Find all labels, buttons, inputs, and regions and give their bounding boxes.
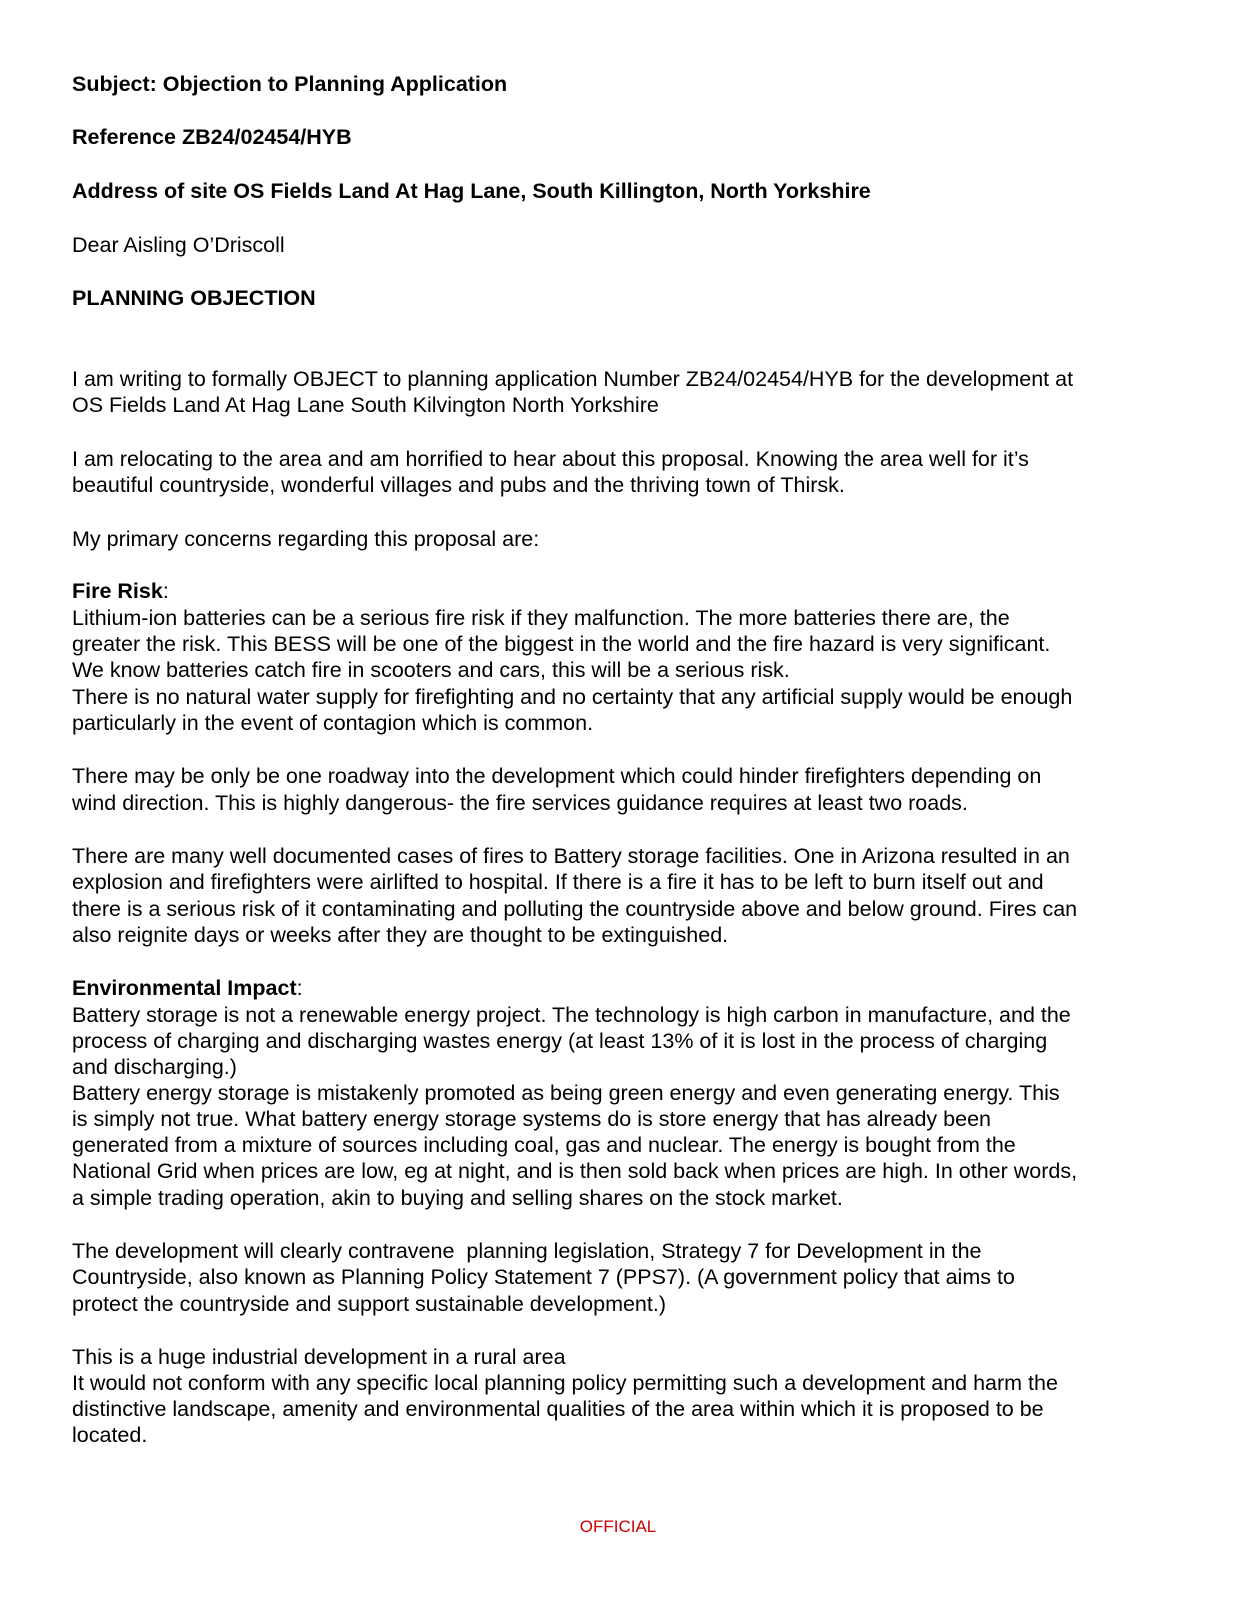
subject-line: Subject: Objection to Planning Application xyxy=(72,72,508,96)
text-line: It would not conform with any specific local planning policy permitting such a development and harm the xyxy=(72,1371,1058,1395)
text-line: explosion and firefighters were airlifted to hospital. If there is a fire it has to be left to burn itself out and xyxy=(72,870,1044,894)
text-line: greater the risk. This BESS will be one of the biggest in the world and the fire hazard is very significant. xyxy=(72,632,1051,656)
text-line: OS Fields Land At Hag Lane South Kilvington North Yorkshire xyxy=(72,393,659,417)
text-line: process of charging and discharging wastes energy (at least 13% of it is lost in the process of charging xyxy=(72,1029,1048,1053)
text-line: National Grid when prices are low, eg at night, and is then sold back when prices are high. In other words, xyxy=(72,1159,1078,1183)
text-line: also reignite days or weeks after they are thought to be extinguished. xyxy=(72,923,729,947)
text-line: We know batteries catch fire in scooters and cars, this will be a serious risk. xyxy=(72,658,790,682)
text-line: Battery energy storage is mistakenly promoted as being green energy and even generating energy. This xyxy=(72,1081,1060,1105)
site-address-line: Address of site OS Fields Land At Hag Lane, South Killington, North Yorkshire xyxy=(72,179,871,203)
text-line: This is a huge industrial development in a rural area xyxy=(72,1345,566,1369)
text-line: There may be only be one roadway into the development which could hinder firefighters depending on xyxy=(72,764,1042,788)
text-line: particularly in the event of contagion which is common. xyxy=(72,711,594,735)
text-line: There are many well documented cases of fires to Battery storage facilities. One in Arizona resulted in an xyxy=(72,844,1070,868)
fire-risk-heading-text: Fire Risk xyxy=(72,579,163,603)
text-line: generated from a mixture of sources including coal, gas and nuclear. The energy is bought from the xyxy=(72,1133,1016,1157)
text-line: there is a serious risk of it contaminating and polluting the countryside above and below ground. Fires can xyxy=(72,897,1078,921)
text-line: There is no natural water supply for firefighting and no certainty that any artificial supply would be enough xyxy=(72,685,1073,709)
text-line: and discharging.) xyxy=(72,1055,237,1079)
text-line: wind direction. This is highly dangerous- the fire services guidance requires at least two roads. xyxy=(72,791,968,815)
text-line: protect the countryside and support sustainable development.) xyxy=(72,1292,667,1316)
reference-line: Reference ZB24/02454/HYB xyxy=(72,125,352,149)
environmental-impact-heading xyxy=(72,975,303,1002)
text-line: The development will clearly contravene planning legislation, Strategy 7 for Development in the xyxy=(72,1239,982,1263)
text-line: Countryside, also known as Planning Policy Statement 7 (PPS7). (A government policy that aims to xyxy=(72,1265,1015,1289)
fire-risk-heading xyxy=(72,578,169,605)
intro-paragraph-3: My primary concerns regarding this proposal are: xyxy=(72,527,540,551)
environmental-impact-heading-text: Environmental Impact xyxy=(72,976,297,1000)
document-title: PLANNING OBJECTION xyxy=(72,286,316,310)
text-line: Battery storage is not a renewable energy project. The technology is high carbon in manufacture, and the xyxy=(72,1003,1071,1027)
text-line: beautiful countryside, wonderful villages and pubs and the thriving town of Thirsk. xyxy=(72,473,845,497)
official-marking: OFFICIAL xyxy=(579,1517,657,1536)
text-line: distinctive landscape, amenity and environmental qualities of the area within which it is proposed to be xyxy=(72,1397,1044,1421)
text-line: a simple trading operation, akin to buying and selling shares on the stock market. xyxy=(72,1186,843,1210)
text-line: is simply not true. What battery energy storage systems do is store energy that has already been xyxy=(72,1107,991,1131)
heading-colon: : xyxy=(162,579,169,603)
heading-colon: : xyxy=(296,976,303,1000)
salutation: Dear Aisling O’Driscoll xyxy=(72,233,285,257)
text-line: I am relocating to the area and am horrified to hear about this proposal. Knowing the area well for it’s xyxy=(72,447,1029,471)
text-line: located. xyxy=(72,1423,148,1447)
text-line: I am writing to formally OBJECT to planning application Number ZB24/02454/HYB for the development at xyxy=(72,367,1074,391)
text-line: Lithium-ion batteries can be a serious fire risk if they malfunction. The more batteries there are, the xyxy=(72,606,1010,630)
